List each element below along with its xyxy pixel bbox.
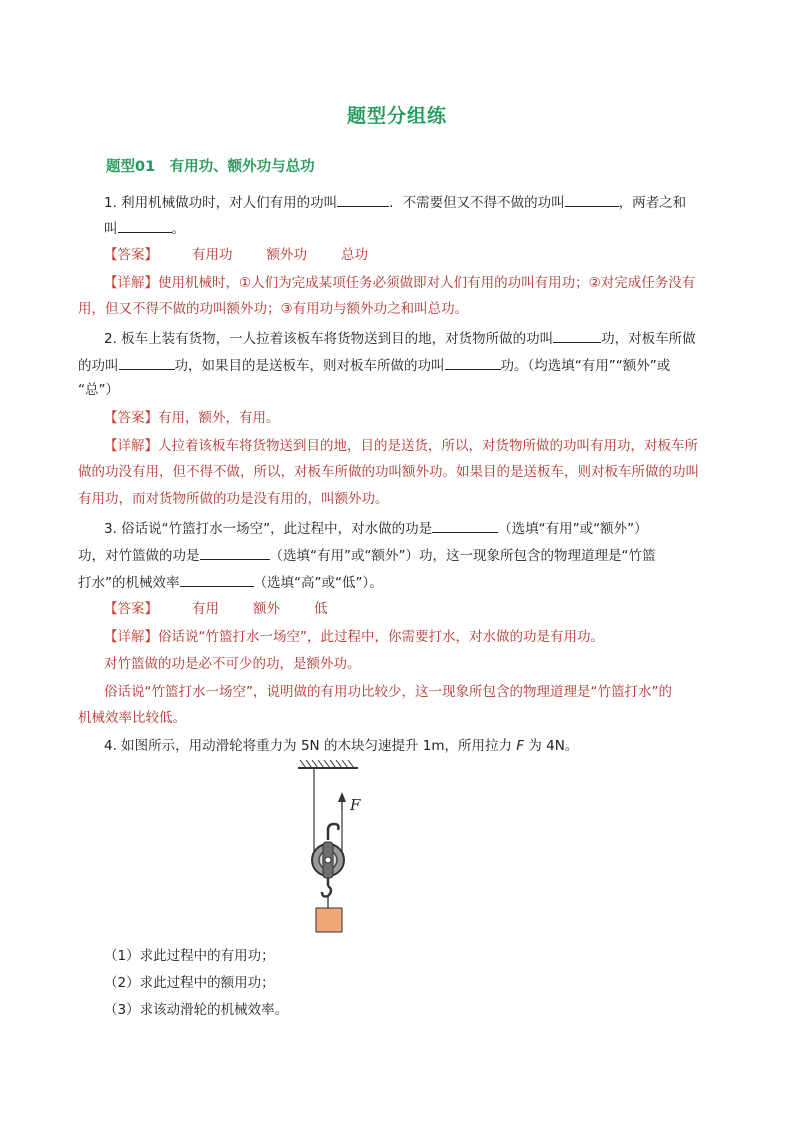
q3-text: 打水”的机械效率 <box>78 575 180 591</box>
q2-detail-3: 有用功，而对货物所做的功是没有用的，叫额外功。 <box>78 491 389 507</box>
q1-answer <box>104 246 794 264</box>
q1-text: ，两者之和 <box>618 195 687 211</box>
answer-tag: 【答案】 <box>104 601 158 617</box>
q3-answer <box>104 600 794 618</box>
q4-line-1 <box>104 737 794 755</box>
q4-sub-3: （3）求该动滑轮的机械效率。 <box>104 1002 289 1018</box>
q1-blank-1 <box>337 192 389 207</box>
q3-text: （选填“有用”或“额外”）功，这一现象所包含的物理道理是“竹篮 <box>269 548 656 564</box>
q3-blank-2 <box>200 545 270 560</box>
answer-value: 额外功 <box>266 247 307 263</box>
q1-detail-2: 用，但又不得不做的功叫额外功；③有用功与额外功之和叫总功。 <box>78 301 469 317</box>
q2-text: 功，对板车所做 <box>601 331 696 347</box>
q3-text: 功，对竹篮做的功是 <box>78 548 200 564</box>
q2-detail-2: 做的功没有用，但不得不做，所以，对板车所做的功叫额外功。如果目的是送板车，则对板车所做的功叫 <box>78 464 699 480</box>
q3-line-2 <box>78 545 794 565</box>
pulley-figure <box>290 758 400 938</box>
q3-detail-1 <box>104 628 794 646</box>
q1-blank-2 <box>565 192 619 207</box>
answer-value: 有用 <box>192 601 219 617</box>
q2-text: 功，如果目的是送板车，则对板车所做的功叫 <box>174 358 445 374</box>
q1-text: 叫 <box>104 221 118 237</box>
answer-value: 额外 <box>253 601 280 617</box>
q3-text: （选填“有用”或“额外”） <box>498 521 648 537</box>
q2-answer <box>104 409 794 427</box>
q2-blank-1 <box>553 328 601 343</box>
answer-value: 有用功 <box>192 247 233 263</box>
detail-text: 使用机械时，①人们为完成某项任务必须做即对人们有用的功叫有用功；②对完成任务没有 <box>158 275 696 291</box>
q3-line-1 <box>104 518 794 538</box>
force-label: F <box>350 796 361 814</box>
q1-text: ．不需要但又不得不做的功叫 <box>389 195 565 211</box>
q3-text: （选填“高”或“低”）。 <box>253 575 383 591</box>
detail-text: 人拉着该板车将货物送到目的地，目的是送货，所以，对货物所做的功叫有用功，对板车所 <box>158 438 698 454</box>
q2-text: 功。（均选填“有用”“额外”或 <box>500 358 671 374</box>
answer-tag: 【答案】 <box>104 410 158 426</box>
q1-detail-1 <box>104 274 794 292</box>
q4-text: 为 4N。 <box>528 738 579 754</box>
q2-line-1 <box>104 328 794 348</box>
q3-blank-3 <box>180 572 254 587</box>
q1-text: 1. 利用机械做功时，对人们有用的功叫 <box>104 195 338 211</box>
answer-tag: 【答案】 <box>104 247 158 263</box>
q4-text: 4. 如图所示，用动滑轮将重力为 5N 的木块匀速提升 1m，所用拉力 <box>104 738 512 754</box>
section-heading: 题型01 有用功、额外功与总功 <box>106 159 315 175</box>
q2-line-3: “总”） <box>78 382 119 398</box>
q2-line-2 <box>78 355 794 375</box>
q3-detail-3: 俗话说“竹篮打水一场空”，说明做的有用功比较少，这一现象所包含的物理道理是“竹篮打水”的 <box>104 684 672 700</box>
q4-sub-1: （1）求此过程中的有用功； <box>104 948 275 964</box>
q2-text: 2. 板车上装有货物，一人拉着该板车将货物送到目的地，对货物所做的功叫 <box>104 331 554 347</box>
q3-detail-2: 对竹篮做的功是必不可少的功，是额外功。 <box>104 656 361 672</box>
q2-blank-3 <box>445 355 501 370</box>
q1-line-1 <box>104 192 794 212</box>
q3-text: 3. 俗话说“竹篮打水一场空”，此过程中，对水做的功是 <box>104 521 433 537</box>
q1-text: 。 <box>171 221 185 237</box>
q1-line-2 <box>104 218 794 238</box>
q2-text: 的功叫 <box>78 358 119 374</box>
detail-tag: 【详解】 <box>104 629 158 645</box>
q3-detail-4: 机械效率比较低。 <box>78 710 186 726</box>
q4-sub-2: （2）求此过程中的额用功； <box>104 975 275 991</box>
answer-value: 有用，额外，有用。 <box>158 410 280 426</box>
answer-value: 低 <box>314 601 328 617</box>
q1-blank-3 <box>118 218 172 233</box>
q3-blank-1 <box>432 518 498 533</box>
answer-value: 总功 <box>341 247 368 263</box>
detail-tag: 【详解】 <box>104 275 158 291</box>
force-variable: F <box>516 738 525 754</box>
detail-text: 俗话说“竹篮打水一场空”，此过程中，你需要打水，对水做的功是有用功。 <box>158 629 604 645</box>
q2-blank-2 <box>119 355 175 370</box>
q3-line-3 <box>78 572 794 592</box>
detail-tag: 【详解】 <box>104 438 158 454</box>
q2-detail-1 <box>104 437 794 455</box>
page-title: 题型分组练 <box>346 105 447 127</box>
